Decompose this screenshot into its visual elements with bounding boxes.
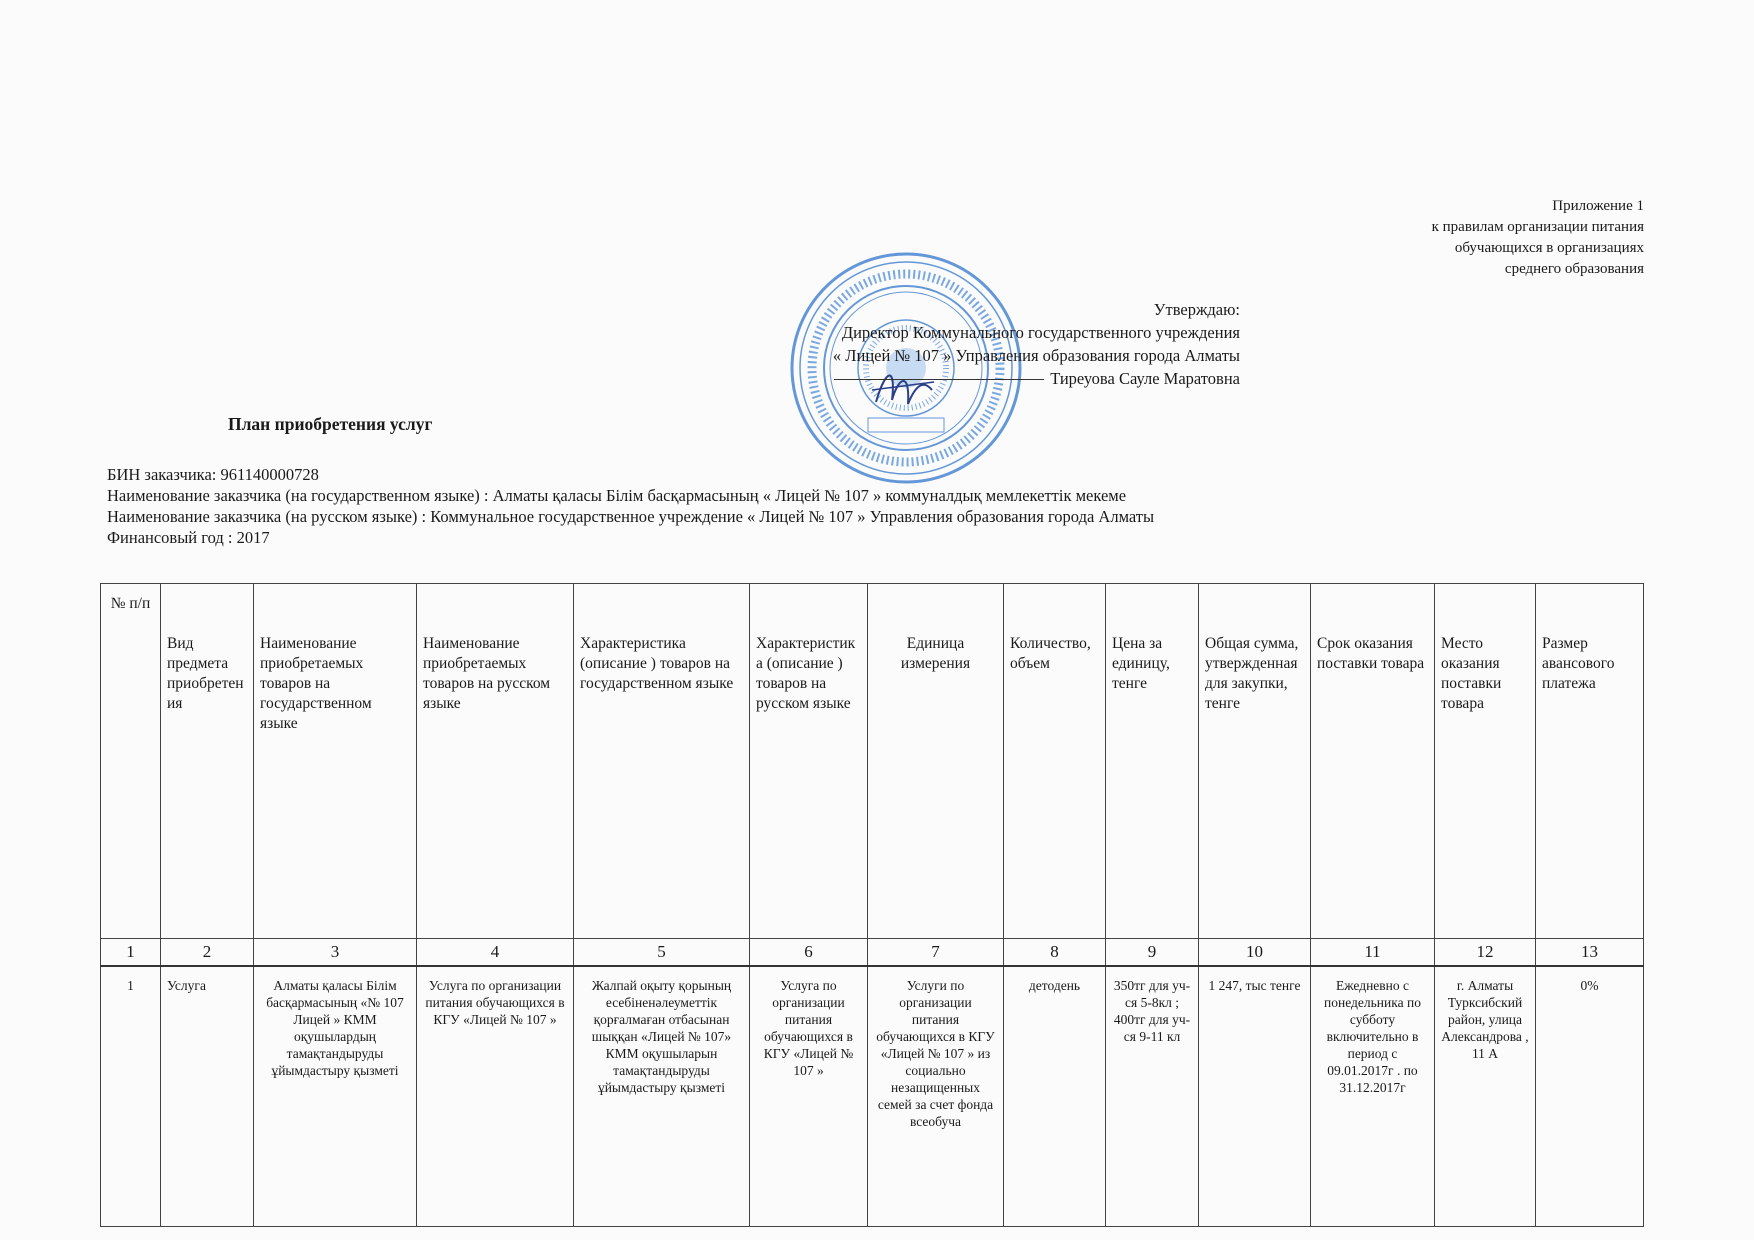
header-cell: Срок оказания поставки товара (1311, 584, 1435, 939)
cell-total: 1 247, тыс тенге (1199, 966, 1311, 1227)
header-cell: Общая сумма, утвержденная для закупки, тенге (1199, 584, 1311, 939)
cell-quantity: детодень (1004, 966, 1106, 1227)
header-cell: Количество, объем (1004, 584, 1106, 939)
table-row (101, 966, 1644, 1227)
column-number: 5 (574, 939, 750, 967)
header-cell: Размер авансового платежа (1536, 584, 1644, 939)
cell-price: 350тг для уч-ся 5-8кл ; 400тг для уч-ся 9-11 кл (1106, 966, 1199, 1227)
appendix-note (1432, 196, 1644, 280)
header-cell: Место оказания поставки товара (1435, 584, 1536, 939)
column-number: 2 (161, 939, 254, 967)
appendix-line-3: обучающихся в организациях (1454, 240, 1644, 256)
customer-bin: БИН заказчика: 961140000728 (107, 465, 319, 484)
approval-line-4-wrap (690, 367, 1240, 390)
approval-line-1: Утверждаю: (1153, 300, 1240, 319)
header-cell: Цена за единицу, тенге (1106, 584, 1199, 939)
header-cell: Характеристика (описание ) товаров на государственном языке (574, 584, 750, 939)
document-title: План приобретения услуг (228, 414, 433, 434)
cell-place: г. Алматы Турксибский район, улица Александрова , 11 А (1435, 966, 1536, 1227)
cell-number: 1 (101, 966, 161, 1227)
customer-name-ru: Наименование заказчика (на русском языке) : Коммунальное государственное учреждение « Лицей № 107 » Управления образования города Алматы (107, 507, 1155, 526)
procurement-plan-table (100, 583, 1644, 1227)
cell-description-kz: Жалпай оқыту қорының есебіненәлеуметтік қорғалмаған отбасынан шыққан «Лицей № 107» КММ оқушыларын тамақтандыруды ұйымдастыру қызметі (574, 966, 750, 1227)
column-number: 4 (417, 939, 574, 967)
column-number: 12 (1435, 939, 1536, 967)
cell-advance: 0% (1536, 966, 1644, 1227)
customer-info (107, 464, 1707, 548)
header-cell: Характеристика (описание ) товаров на русском языке (750, 584, 868, 939)
cell-name-kz: Алматы қаласы Білім басқармасының «№ 107 Лицей » КММ оқушылардың тамақтандыруды ұйымдастыру қызметі (254, 966, 417, 1227)
column-number: 1 (101, 939, 161, 967)
header-cell: Наименование приобретаемых товаров на государственном языке (254, 584, 417, 939)
header-cell: № п/п (101, 584, 161, 939)
cell-name-ru: Услуга по организации питания обучающихся в КГУ «Лицей № 107 » (417, 966, 574, 1227)
director-name: Тиреуова Сауле Маратовна (1050, 369, 1240, 388)
header-cell: Наименование приобретаемых товаров на русском языке (417, 584, 574, 939)
header-cell: Вид предмета приобретения (161, 584, 254, 939)
table-header-row (101, 584, 1644, 939)
cell-kind: Услуга (161, 966, 254, 1227)
column-number: 3 (254, 939, 417, 967)
financial-year: Финансовый год : 2017 (107, 528, 270, 547)
appendix-line-4: среднего образования (1504, 261, 1644, 277)
signature-line (834, 379, 1044, 380)
header-cell: Единица измерения (868, 584, 1004, 939)
appendix-line-1: Приложение 1 (1552, 198, 1644, 214)
approval-block (690, 298, 1240, 390)
column-number: 10 (1199, 939, 1311, 967)
column-number-row (101, 939, 1644, 967)
column-number: 11 (1311, 939, 1435, 967)
approval-line-3: « Лицей № 107 » Управления образования города Алматы (832, 346, 1240, 365)
column-number: 7 (868, 939, 1004, 967)
column-number: 6 (750, 939, 868, 967)
column-number: 13 (1536, 939, 1644, 967)
column-number: 8 (1004, 939, 1106, 967)
customer-name-state: Наименование заказчика (на государственном языке) : Алматы қаласы Білім басқармасының « Лицей № 107 » коммуналдық мемлекеттік мекеме (107, 486, 1127, 505)
appendix-line-2: к правилам организации питания (1431, 219, 1644, 235)
cell-term: Ежедневно с понедельника по субботу включительно в период с 09.01.2017г . по 31.12.2017г (1311, 966, 1435, 1227)
column-number: 9 (1106, 939, 1199, 967)
cell-description-ru: Услуга по организации питания обучающихся в КГУ «Лицей № 107 » (750, 966, 868, 1227)
cell-unit: Услуги по организации питания обучающихся в КГУ «Лицей № 107 » из социально незащищенных семей за счет фонда всеобуча (868, 966, 1004, 1227)
approval-line-2: Директор Коммунального государственного учреждения (841, 323, 1240, 342)
